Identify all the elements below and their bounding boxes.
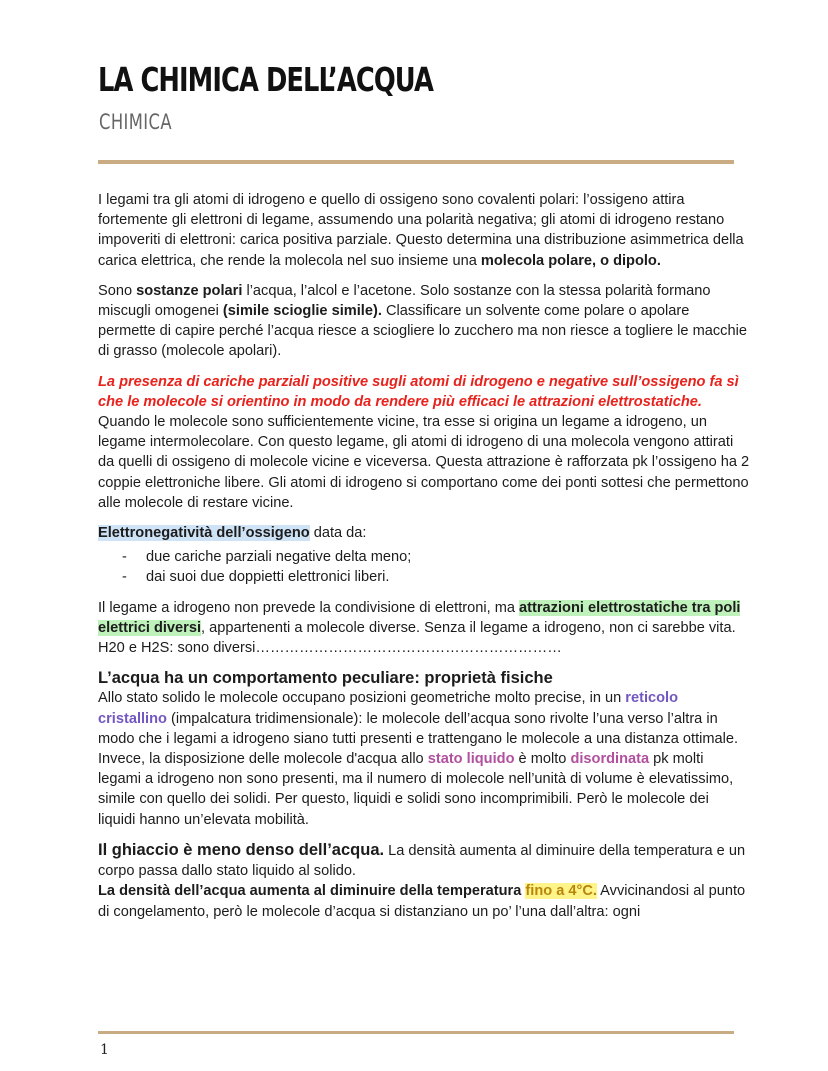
highlight-green: attrazioni elettrostatiche tra poli elettrici diversi <box>98 599 741 636</box>
page-title: LA CHIMICA DELL’ACQUA <box>98 60 433 99</box>
paragraph-electronegativity: Elettronegatività dell’ossigeno data da: <box>98 525 367 542</box>
pink-term: stato liquido <box>427 751 515 768</box>
header-divider <box>98 160 734 164</box>
bullet-list <box>98 547 750 587</box>
document-body <box>98 190 750 932</box>
bold-term: molecola polare, o dipolo. <box>480 252 661 269</box>
red-emphasis: La presenza di cariche parziali positive sugli atomi di idrogeno e negative sull’ossigeno fa sì che le molecole si orientino in modo da rendere più efficaci le attrazioni elettrostatiche. <box>98 373 739 410</box>
paragraph-polar-bonds: I legami tra gli atomi di idrogeno e quello di ossigeno sono covalenti polari: l’ossigeno attira fortemente gli elettroni di legame, assumendo una polarità negativa; gli atomi di idrogeno restano impoveriti di elettroni: carica positiva parziale. Questo determina una distribuzione asimmetrica della carica elettrica, che rende la molecola nel suo insieme una molecola polare, o dipolo. <box>98 192 744 269</box>
lead-sentence: Il ghiaccio è meno denso dell’acqua. <box>98 840 385 859</box>
bold-term: sostanze polari <box>136 282 243 299</box>
footer-divider <box>98 1031 734 1034</box>
highlight-blue: Elettronegatività dell’ossigeno <box>98 525 310 542</box>
page-subtitle: CHIMICA <box>99 110 172 134</box>
bold-sentence: La densità dell’acqua aumenta al diminuire della temperatura <box>98 883 526 900</box>
list-item: - due cariche parziali negative delta meno; <box>122 547 750 567</box>
paragraph-polar-substances: Sono sostanze polari l’acqua, l’alcol e l’acetone. Solo sostanze con la stessa polarità formano miscugli omogenei (simile scioglie simile). Classificare un solvente come polare o apolare permette di capire perché l’acqua riesce a sciogliere lo zucchero ma non riesce a togliere le macchie di grasso (molecole apolari). <box>98 282 747 360</box>
paragraph-hydrogen-bond-nature: Il legame a idrogeno non prevede la condivisione di elettroni, ma attrazioni elettrostatiche tra poli elettrici diversi, appartenenti a molecole diverse. Senza il legame a idrogeno, non ci sarebbe vita. H20 e H2S: sono diversi……………………………………………………… <box>98 599 741 657</box>
paragraph-ice-density: Il ghiaccio è meno denso dell’acqua. La densità aumenta al diminuire della temperatura e un corpo passa dallo stato liquido al solido. La densità dell’acqua aumenta al diminuire della temperatura fino a 4°C. Avvicinandosi al punto di congelamento, però le molecole d’acqua si distanziano un po’ l’una dall’altra: ogni <box>98 840 746 920</box>
purple-term: reticolo cristallino <box>98 690 679 727</box>
highlight-yellow: fino a 4°C. <box>525 883 597 900</box>
page-number: 1 <box>100 1042 109 1058</box>
paragraph-hydrogen-bond: La presenza di cariche parziali positive sugli atomi di idrogeno e negative sull’ossigeno fa sì che le molecole si orientino in modo da rendere più efficaci le attrazioni elettrostatiche. Quando le molecole sono sufficientemente vicine, tra esse si origina un legame a idrogeno, un legame intermolecolare. Con questo legame, gli atomi di idrogeno di una molecola vengono attirati da quelli di ossigeno di molecole vicine e viceversa. Questa attrazione è rafforzata pk l’ossigeno ha 2 coppie elettroniche libere. Gli atomi di idrogeno si comportano come dei ponti sottesi che permettono alle molecole di restare vicine. <box>98 373 750 511</box>
section-heading: L’acqua ha un comportamento peculiare: proprietà fisiche <box>98 669 553 688</box>
list-item: - dai suoi due doppietti elettronici liberi. <box>122 567 750 587</box>
pink-term: disordinata <box>570 751 650 768</box>
paragraph-physical-properties: Allo stato solido le molecole occupano posizioni geometriche molto precise, in un reticolo cristallino (impalcatura tridimensionale): le molecole dell’acqua sono rivolte l’una verso l’altra in modo che i legami a idrogeno siano tutti presenti e trattengano le molecole a una distanza ottimale. Invece, la disposizione delle molecole d'acqua allo stato liquido è molto disordinata pk molti legami a idrogeno non sono presenti, ma il numero di molecole nell’unità di volume è elevatissimo, simile con quello dei solidi. Per questo, liquidi e solidi sono incomprimibili. Però le molecole dei liquidi hanno un’elevata mobilità. <box>98 690 739 828</box>
bold-term: (simile scioglie simile). <box>222 303 382 320</box>
